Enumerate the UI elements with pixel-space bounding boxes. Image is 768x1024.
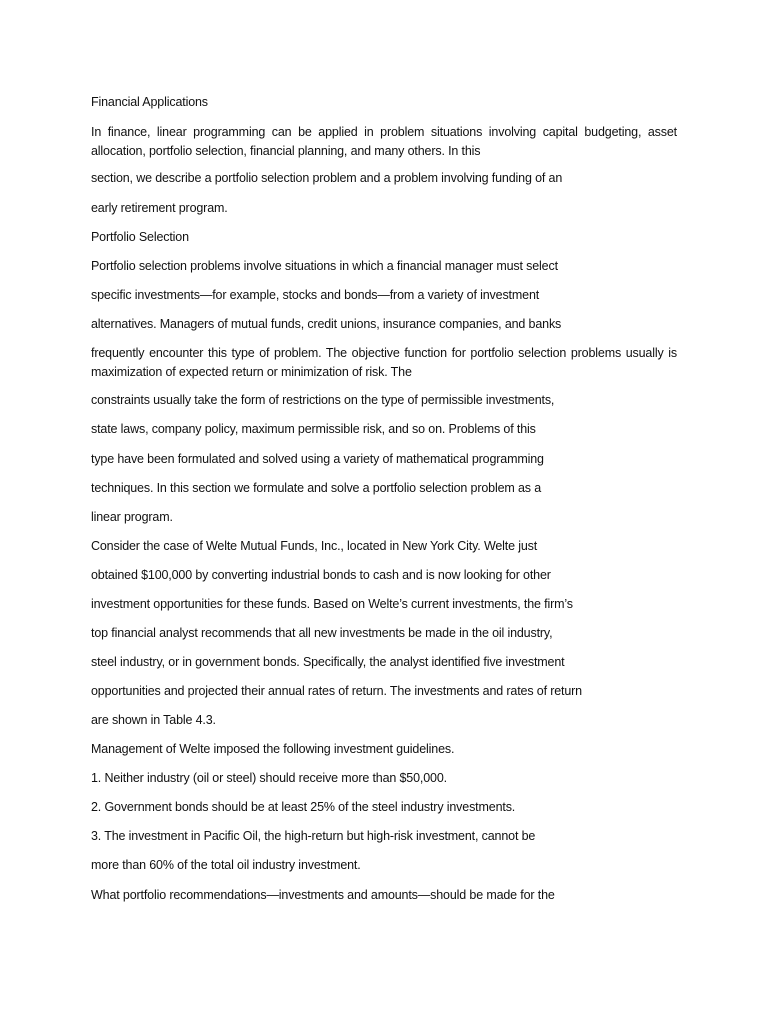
intro-paragraph-block: In finance, linear programming can be applied in problem situations involving capital budgeting, asset allocation, portfolio selection, financial planning, and many others. In this xyxy=(91,125,677,158)
guideline-item-3: 3. The investment in Pacific Oil, the high-return but high-risk investment, cannot be xyxy=(91,829,536,843)
paragraph-line: linear program. xyxy=(91,510,173,524)
paragraph-line: specific investments—for example, stocks and bonds—from a variety of investment xyxy=(91,288,540,302)
paragraph-line: Consider the case of Welte Mutual Funds, Inc., located in New York City. Welte just xyxy=(91,539,538,553)
paragraph-line: steel industry, or in government bonds. Specifically, the analyst identified five investment xyxy=(91,655,565,669)
paragraph-line: opportunities and projected their annual rates of return. The investments and rates of return xyxy=(91,684,582,698)
section-heading: Financial Applications xyxy=(91,95,208,109)
paragraph-line: obtained $100,000 by converting industrial bonds to cash and is now looking for other xyxy=(91,568,551,582)
paragraph-line: constraints usually take the form of restrictions on the type of permissible investments, xyxy=(91,393,555,407)
paragraph-line: investment opportunities for these funds. Based on Welte’s current investments, the firm’s xyxy=(91,597,573,611)
paragraph-line: top financial analyst recommends that all new investments be made in the oil industry, xyxy=(91,626,553,640)
paragraph-line: type have been formulated and solved using a variety of mathematical programming xyxy=(91,452,544,466)
paragraph-line: techniques. In this section we formulate and solve a portfolio selection problem as a xyxy=(91,481,542,495)
paragraph-line: What portfolio recommendations—investments and amounts—should be made for the xyxy=(91,888,555,902)
guideline-item-1: 1. Neither industry (oil or steel) should receive more than $50,000. xyxy=(91,771,447,785)
paragraph-line: are shown in Table 4.3. xyxy=(91,713,216,727)
intro-line: early retirement program. xyxy=(91,201,228,215)
paragraph-line: Management of Welte imposed the following investment guidelines. xyxy=(91,742,455,756)
paragraph-line: alternatives. Managers of mutual funds, credit unions, insurance companies, and banks xyxy=(91,317,562,331)
guideline-item-2: 2. Government bonds should be at least 25% of the steel industry investments. xyxy=(91,800,516,814)
paragraph-block: frequently encounter this type of problem. The objective function for portfolio selection problems usually is maximization of expected return or minimization of risk. The xyxy=(91,346,677,379)
intro-line: section, we describe a portfolio selection problem and a problem involving funding of an xyxy=(91,171,563,185)
paragraph-line: state laws, company policy, maximum permissible risk, and so on. Problems of this xyxy=(91,422,536,436)
guideline-item-3-continued: more than 60% of the total oil industry investment. xyxy=(91,858,361,872)
subsection-heading: Portfolio Selection xyxy=(91,230,189,244)
paragraph-line: Portfolio selection problems involve situations in which a financial manager must select xyxy=(91,259,558,273)
